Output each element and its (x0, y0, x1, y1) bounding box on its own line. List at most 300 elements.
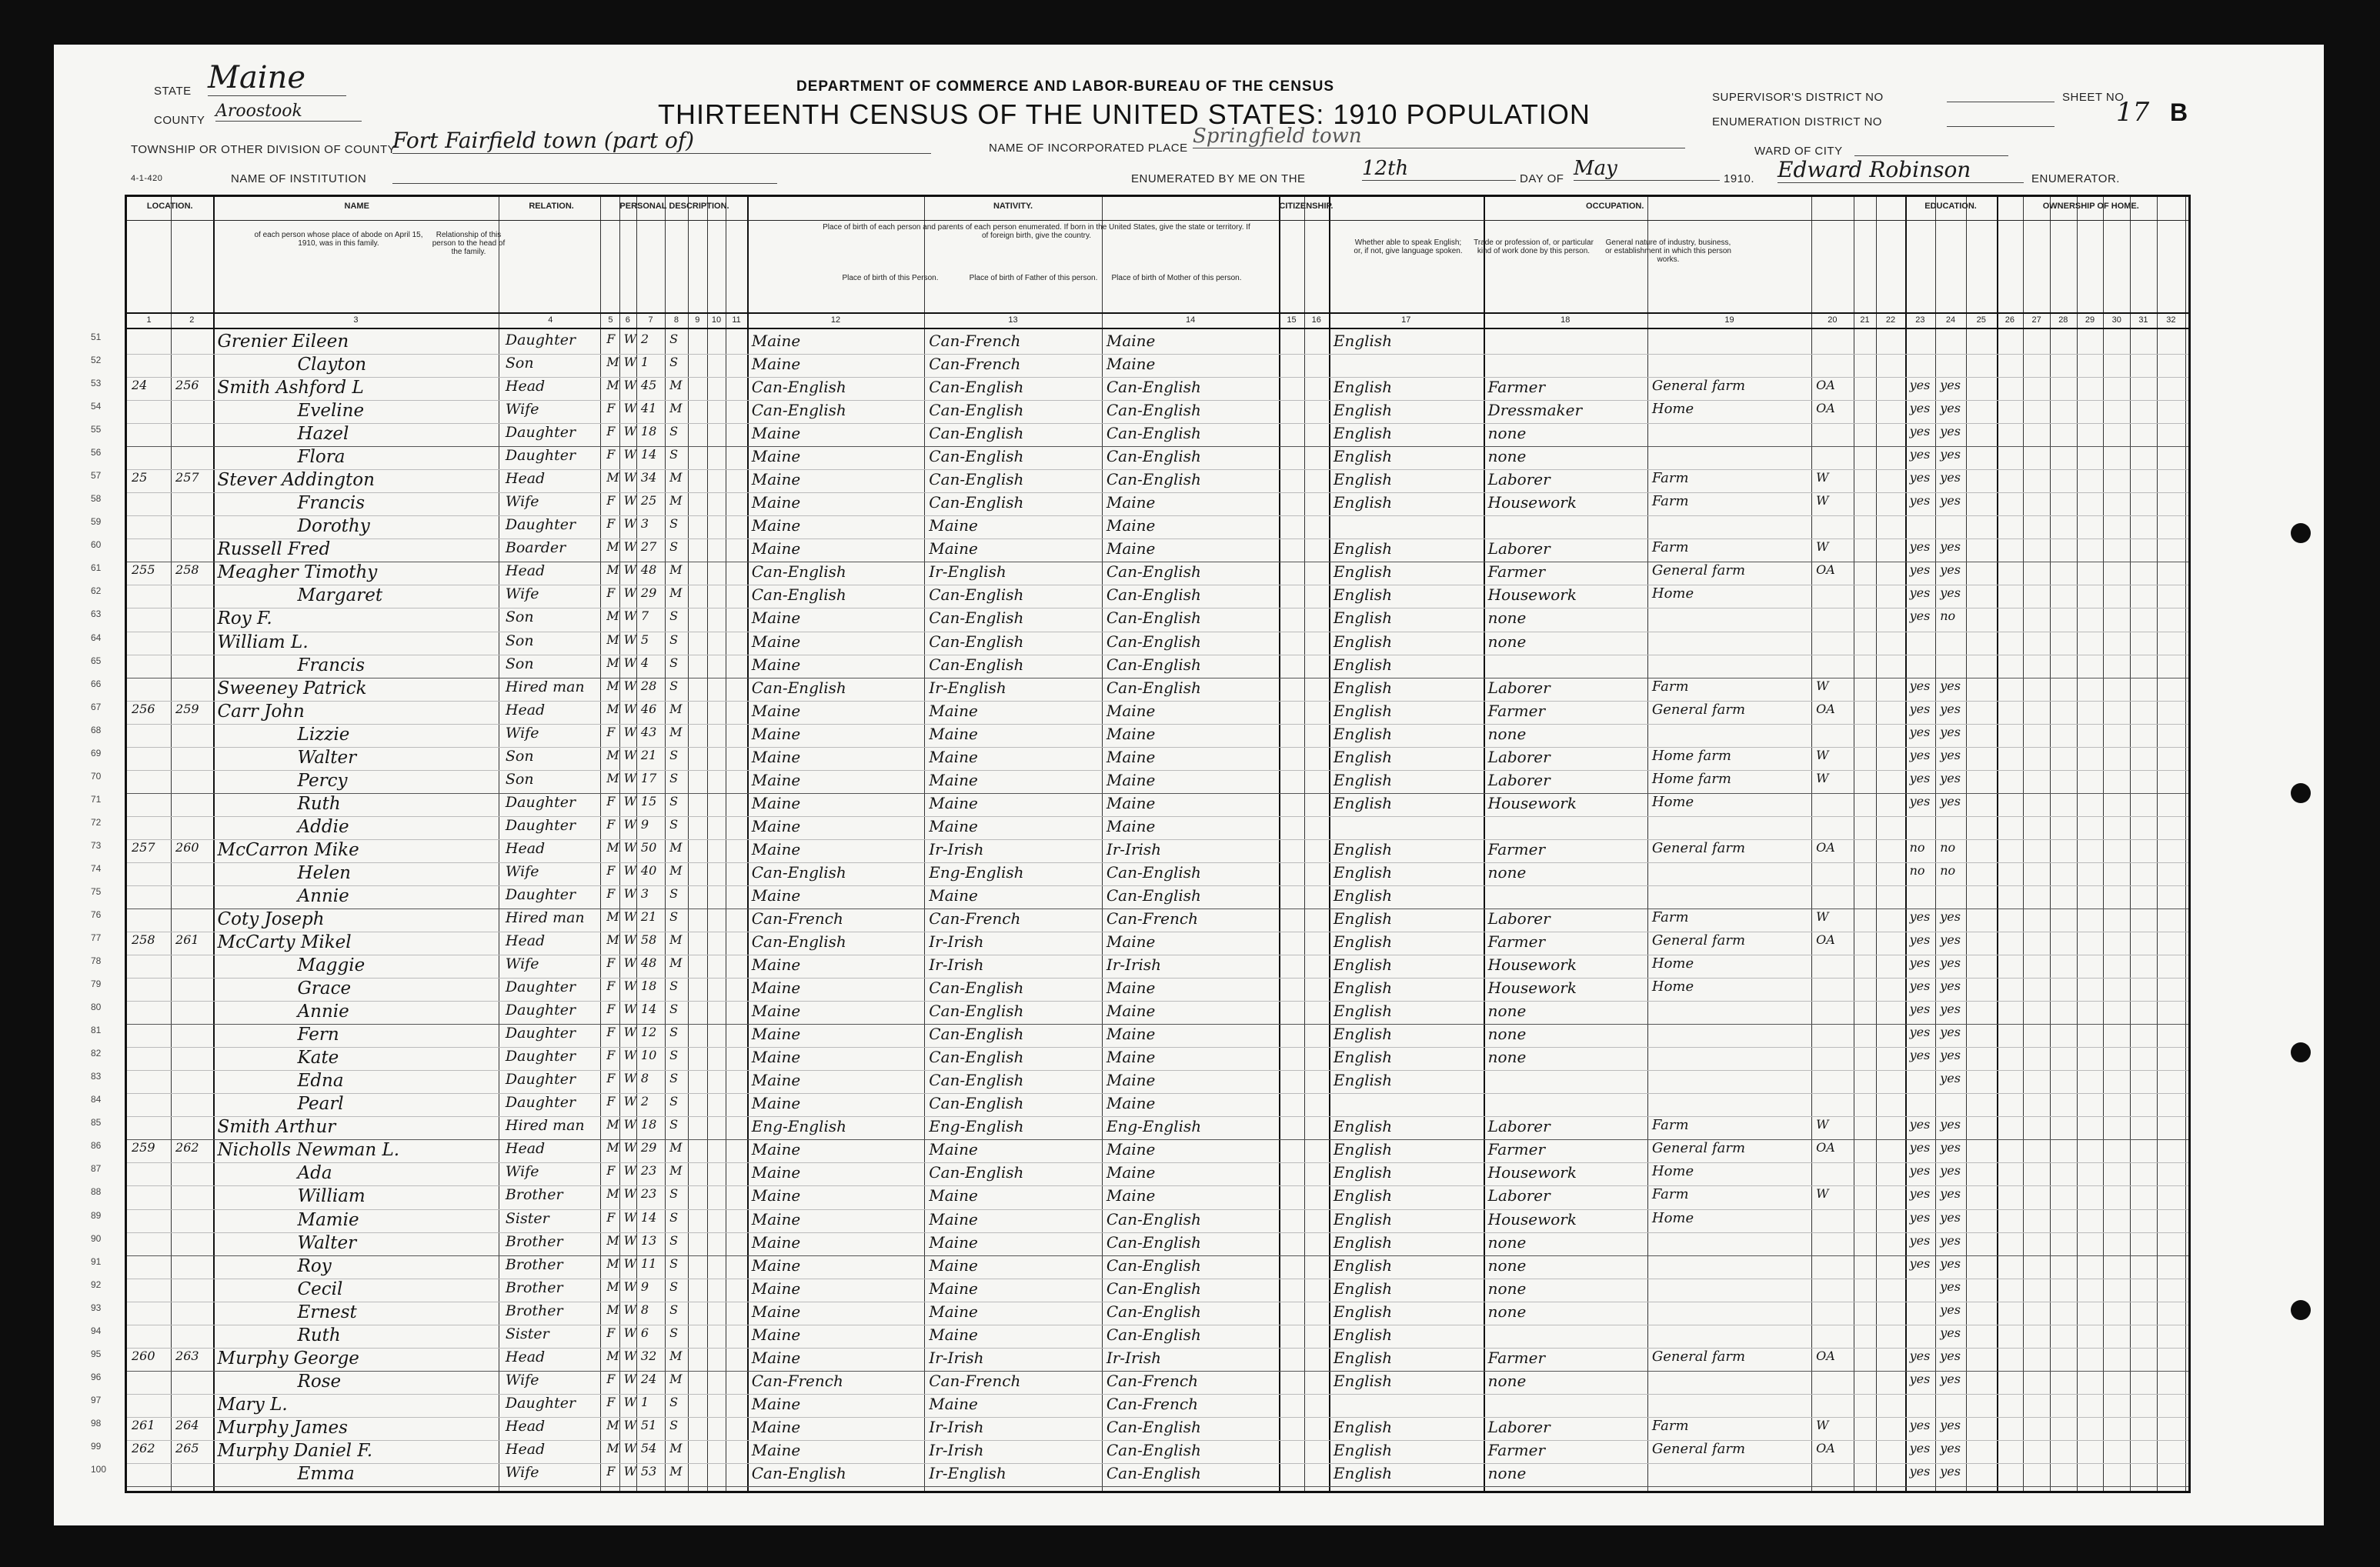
row-number: 90 (91, 1232, 102, 1244)
cell-name: Rose (297, 1371, 342, 1392)
cell-ind: Home (1651, 793, 1694, 810)
cell-father: Maine (929, 1255, 978, 1275)
column-rule (2185, 197, 2186, 1491)
cell-sex: F (606, 1394, 616, 1409)
sheet-letter: B (2170, 98, 2188, 126)
cell-ind: General farm (1651, 378, 1746, 395)
trade-head: Trade or profession of, or particular kind of work done by this person. (1474, 238, 1594, 255)
cell-mother: Ir-Irish (1106, 839, 1162, 859)
cell-trade: none (1487, 1002, 1527, 1021)
cell-sex: M (606, 770, 619, 785)
cell-emp: W (1816, 747, 1829, 762)
cell-lang: English (1333, 608, 1393, 628)
cell-age: 6 (640, 1325, 649, 1340)
cell-mother: Ir-Irish (1106, 1348, 1162, 1367)
row-number: 63 (91, 608, 102, 620)
cell-age: 8 (640, 1302, 649, 1317)
cell-emp: OA (1816, 401, 1835, 416)
cell-race: W (623, 447, 637, 462)
cell-name: Walter (297, 1232, 357, 1253)
cell-age: 15 (640, 793, 657, 809)
cell-rel: Head (505, 562, 546, 580)
cell-age: 2 (640, 332, 649, 346)
cell-mar: S (669, 793, 679, 809)
cell-rel: Daughter (505, 424, 576, 442)
cell-name: Ruth (297, 1325, 341, 1345)
cell-mar: S (669, 1025, 679, 1040)
cell-father: Can-English (929, 632, 1024, 651)
cell-mar: M (669, 562, 683, 578)
row-number: 51 (91, 332, 102, 342)
cell-mother: Maine (1106, 1094, 1156, 1113)
cell-read: yes (1909, 1371, 1931, 1386)
cell-born: Maine (751, 816, 801, 835)
cell-age: 51 (640, 1417, 657, 1432)
cell-dw: 24 (132, 378, 148, 393)
column-number: 20 (1828, 315, 1838, 325)
cell-age: 5 (640, 632, 649, 647)
row-number: 98 (91, 1417, 102, 1429)
cell-father: Maine (929, 1325, 978, 1344)
cell-age: 29 (640, 1140, 657, 1155)
cell-ind: Farm (1651, 1117, 1689, 1134)
cell-trade: Laborer (1487, 470, 1551, 489)
cell-write: yes (1940, 1002, 1961, 1017)
cell-sex: F (606, 885, 616, 901)
cell-ind: Farm (1651, 909, 1689, 925)
cell-lang: English (1333, 1232, 1393, 1252)
cell-age: 45 (640, 378, 657, 393)
cell-father: Ir-Irish (929, 1417, 984, 1436)
cell-trade: Farmer (1487, 378, 1546, 397)
cell-name: Sweeney Patrick (217, 678, 367, 698)
form-number: 4-1-420 (131, 174, 163, 183)
row-number: 56 (91, 447, 102, 458)
cell-mar: S (669, 1255, 679, 1271)
cell-born: Maine (751, 655, 801, 674)
cell-born: Can-English (751, 401, 846, 420)
cell-mar: S (669, 747, 679, 762)
institution-line (392, 183, 777, 184)
cell-read: yes (1909, 932, 1931, 948)
cell-born: Maine (751, 1348, 801, 1367)
cell-name: Fern (297, 1025, 339, 1045)
cell-race: W (623, 585, 637, 601)
cell-race: W (623, 816, 637, 832)
cell-rel: Head (505, 839, 546, 857)
cell-rel: Sister (505, 1325, 549, 1342)
cell-ind: Home (1651, 1163, 1694, 1180)
cell-sex: F (606, 1094, 616, 1109)
cell-age: 23 (640, 1186, 657, 1202)
cell-born: Maine (751, 1163, 801, 1182)
column-rule (1876, 197, 1877, 1491)
cell-sex: F (606, 955, 616, 971)
cell-rel: Brother (505, 1279, 563, 1296)
column-rule (665, 197, 666, 1491)
cell-read: yes (1909, 493, 1931, 508)
cell-mother: Maine (1106, 355, 1156, 374)
cell-age: 9 (640, 1279, 649, 1294)
cell-emp: W (1816, 909, 1829, 924)
column-number: 13 (1008, 315, 1018, 325)
column-number: 25 (1976, 315, 1986, 325)
cell-name: Grenier Eileen (217, 332, 349, 352)
row-number: 66 (91, 678, 102, 689)
cell-lang: English (1333, 862, 1393, 882)
row-number: 57 (91, 470, 102, 482)
row-number: 86 (91, 1140, 102, 1152)
column-rule (1329, 197, 1330, 1491)
binder-hole (2291, 523, 2311, 543)
row-number: 82 (91, 1048, 102, 1059)
cell-mar: S (669, 632, 679, 647)
cell-age: 1 (640, 355, 649, 370)
cell-sex: M (606, 909, 619, 924)
cell-write: yes (1940, 1348, 1961, 1363)
cell-age: 11 (640, 1255, 657, 1271)
census-sheet (54, 45, 2324, 1525)
cell-rel: Wife (505, 1371, 539, 1389)
cell-name: Grace (297, 979, 352, 999)
cell-trade: none (1487, 1255, 1527, 1275)
cell-race: W (623, 1140, 637, 1155)
cell-name: Ernest (297, 1302, 357, 1322)
cell-born: Maine (751, 885, 801, 905)
cell-born: Maine (751, 493, 801, 512)
county-value: Aroostook (215, 102, 362, 122)
enumerator-name: Edward Robinson (1777, 157, 2024, 183)
row-number: 81 (91, 1025, 102, 1036)
cell-lang: English (1333, 1302, 1393, 1321)
cell-mother: Ir-Irish (1106, 955, 1162, 975)
column-number: 27 (2031, 315, 2041, 325)
cell-mother: Maine (1106, 332, 1156, 350)
cell-age: 48 (640, 955, 657, 971)
cell-sex: M (606, 1279, 619, 1294)
cell-mar: M (669, 1463, 683, 1479)
cell-race: W (623, 1117, 637, 1132)
cell-age: 54 (640, 1440, 657, 1455)
row-number: 62 (91, 585, 102, 597)
enumeration-day: 12th (1362, 157, 1516, 181)
cell-race: W (623, 1302, 637, 1317)
cell-race: W (623, 1094, 637, 1109)
section-header: PERSONAL DESCRIPTION. (619, 202, 729, 211)
cell-rel: Wife (505, 955, 539, 973)
cell-sex: M (606, 1232, 619, 1248)
cell-rel: Daughter (505, 1048, 576, 1065)
column-rule (747, 197, 749, 1491)
cell-ind: General farm (1651, 839, 1746, 856)
cell-age: 50 (640, 839, 657, 855)
cell-fam: 262 (175, 1140, 199, 1155)
cell-sex: F (606, 332, 616, 346)
cell-father: Can-French (929, 909, 1021, 928)
cell-father: Can-English (929, 470, 1024, 489)
cell-sex: M (606, 470, 619, 485)
cell-name: Annie (297, 885, 349, 906)
column-rule (688, 197, 689, 1491)
cell-write: yes (1940, 1279, 1961, 1294)
cell-age: 7 (640, 608, 649, 624)
column-rule (1905, 197, 1907, 1491)
cell-born: Maine (751, 1232, 801, 1252)
cell-mar: M (669, 701, 683, 716)
cell-read: yes (1909, 1209, 1931, 1225)
cell-rel: Head (505, 378, 546, 395)
cell-race: W (623, 562, 637, 578)
cell-mar: S (669, 332, 679, 346)
cell-name: William L. (217, 632, 309, 652)
cell-mar: M (669, 1163, 683, 1179)
column-rule (1279, 197, 1280, 1491)
cell-sex: M (606, 1140, 619, 1155)
cell-mar: S (669, 608, 679, 624)
cell-age: 9 (640, 816, 649, 832)
cell-lang: English (1333, 724, 1393, 743)
cell-race: W (623, 1371, 637, 1386)
cell-mar: S (669, 1232, 679, 1248)
cell-emp: OA (1816, 562, 1835, 578)
cell-rel: Brother (505, 1255, 563, 1273)
cell-sex: F (606, 724, 616, 739)
department-heading: DEPARTMENT OF COMMERCE AND LABOR-BUREAU OF THE CENSUS (796, 78, 1334, 95)
cell-trade: Farmer (1487, 1140, 1546, 1159)
cell-sex: M (606, 1302, 619, 1317)
cell-write: yes (1940, 424, 1961, 439)
cell-write: yes (1940, 979, 1961, 994)
cell-race: W (623, 470, 637, 485)
cell-sex: M (606, 839, 619, 855)
cell-name: Carr John (217, 701, 305, 722)
column-number: 24 (1945, 315, 1956, 325)
column-rule (707, 197, 708, 1491)
cell-write: yes (1940, 1025, 1961, 1040)
cell-mother: Maine (1106, 747, 1156, 766)
cell-born: Maine (751, 1279, 801, 1298)
cell-trade: none (1487, 1463, 1527, 1482)
birth-mother-head: Place of birth of Mother of this person. (1111, 274, 1242, 282)
cell-read: yes (1909, 1255, 1931, 1271)
cell-father: Maine (929, 1186, 978, 1205)
cell-ind: Farm (1651, 1417, 1689, 1434)
cell-lang: English (1333, 701, 1393, 720)
cell-born: Maine (751, 1025, 801, 1044)
cell-trade: Housework (1487, 1163, 1577, 1182)
cell-read: yes (1909, 1117, 1931, 1132)
row-rule (127, 1486, 2188, 1487)
cell-race: W (623, 770, 637, 785)
cell-name: Francis (297, 493, 366, 514)
cell-race: W (623, 955, 637, 971)
cell-lang: English (1333, 1048, 1393, 1067)
cell-ind: Home (1651, 1209, 1694, 1226)
cell-lang: English (1333, 1463, 1393, 1482)
cell-sex: F (606, 979, 616, 994)
column-number: 19 (1724, 315, 1734, 325)
cell-race: W (623, 909, 637, 924)
cell-father: Can-French (929, 1371, 1021, 1390)
cell-lang: English (1333, 932, 1393, 952)
cell-mar: S (669, 539, 679, 555)
township-value: Fort Fairfield town (part of) (392, 128, 931, 154)
cell-sex: F (606, 447, 616, 462)
cell-rel: Wife (505, 1463, 539, 1481)
row-number: 55 (91, 424, 102, 435)
cell-write: no (1940, 608, 1956, 624)
cell-name: Murphy George (217, 1348, 359, 1369)
column-rule (924, 197, 925, 1491)
cell-rel: Son (505, 632, 534, 649)
year-label: 1910. (1724, 172, 1755, 185)
cell-sex: M (606, 608, 619, 624)
cell-father: Maine (929, 701, 978, 720)
cell-sex: M (606, 932, 619, 948)
cell-born: Maine (751, 839, 801, 859)
cell-read: yes (1909, 585, 1931, 601)
row-number: 93 (91, 1302, 102, 1313)
cell-write: yes (1940, 955, 1961, 971)
cell-sex: F (606, 1463, 616, 1479)
cell-age: 32 (640, 1348, 657, 1363)
cell-trade: none (1487, 424, 1527, 443)
cell-mar: S (669, 1002, 679, 1017)
cell-mar: M (669, 1440, 683, 1455)
cell-emp: W (1816, 678, 1829, 693)
cell-father: Can-English (929, 1094, 1024, 1113)
cell-father: Can-English (929, 1025, 1024, 1044)
cell-mar: S (669, 1048, 679, 1063)
cell-ind: Farm (1651, 470, 1689, 487)
cell-rel: Wife (505, 724, 539, 742)
cell-mar: M (669, 862, 683, 878)
cell-lang: English (1333, 1025, 1393, 1044)
cell-mar: S (669, 816, 679, 832)
cell-sex: F (606, 585, 616, 601)
cell-race: W (623, 632, 637, 647)
cell-ind: Farm (1651, 1186, 1689, 1203)
cell-name: Francis (297, 655, 366, 675)
row-number: 77 (91, 932, 102, 944)
cell-rel: Head (505, 1440, 546, 1458)
cell-name: Pearl (297, 1094, 344, 1115)
cell-mar: S (669, 355, 679, 370)
cell-write: yes (1940, 401, 1961, 416)
cell-lang: English (1333, 332, 1393, 350)
cell-sex: F (606, 1048, 616, 1063)
cell-emp: OA (1816, 378, 1835, 393)
cell-age: 4 (640, 655, 649, 670)
cell-father: Maine (929, 1232, 978, 1252)
cell-father: Can-English (929, 1048, 1024, 1067)
cell-mar: M (669, 932, 683, 948)
cell-name: Coty Joseph (217, 909, 325, 929)
cell-sex: F (606, 401, 616, 416)
cell-race: W (623, 1255, 637, 1271)
cell-write: yes (1940, 1209, 1961, 1225)
county-label: COUNTY (154, 114, 205, 127)
cell-mar: S (669, 447, 679, 462)
cell-rel: Wife (505, 401, 539, 418)
cell-lang: English (1333, 979, 1393, 998)
cell-born: Maine (751, 747, 801, 766)
cell-sex: F (606, 862, 616, 878)
cell-born: Maine (751, 424, 801, 443)
cell-write: yes (1940, 562, 1961, 578)
cell-age: 34 (640, 470, 657, 485)
cell-lang: English (1333, 839, 1393, 859)
cell-emp: W (1816, 1186, 1829, 1202)
row-number: 75 (91, 885, 102, 897)
cell-name: Ada (297, 1163, 332, 1184)
cell-age: 2 (640, 1094, 649, 1109)
cell-rel: Daughter (505, 979, 576, 996)
cell-sex: M (606, 562, 619, 578)
cell-lang: English (1333, 770, 1393, 789)
cell-read: yes (1909, 378, 1931, 393)
row-number: 85 (91, 1117, 102, 1129)
cell-read: yes (1909, 1025, 1931, 1040)
cell-race: W (623, 1209, 637, 1225)
cell-trade: Housework (1487, 793, 1577, 812)
cell-name: Mamie (297, 1209, 359, 1230)
row-number: 58 (91, 493, 102, 505)
cell-name: Clayton (297, 355, 367, 375)
cell-lang: English (1333, 955, 1393, 975)
cell-emp: W (1816, 770, 1829, 785)
cell-write: yes (1940, 1186, 1961, 1202)
cell-mother: Can-English (1106, 1325, 1201, 1344)
row-number: 94 (91, 1325, 102, 1336)
binder-hole (2291, 783, 2311, 803)
ward-label: WARD OF CITY (1754, 145, 1843, 158)
cell-mother: Can-English (1106, 678, 1201, 697)
enumeration-month: May (1574, 157, 1720, 181)
cell-dw: 261 (132, 1417, 155, 1432)
cell-name: Nicholls Newman L. (217, 1140, 400, 1161)
cell-name: Dorothy (297, 516, 370, 537)
cell-emp: OA (1816, 839, 1835, 855)
cell-name: William (297, 1186, 366, 1207)
cell-father: Can-English (929, 493, 1024, 512)
cell-race: W (623, 1071, 637, 1086)
cell-write: yes (1940, 1117, 1961, 1132)
cell-mother: Can-English (1106, 424, 1201, 443)
industry-head: General nature of industry, business, or establishment in which this person works. (1605, 238, 1731, 264)
column-number: 26 (2004, 315, 2015, 325)
cell-lang: English (1333, 1140, 1393, 1159)
cell-father: Maine (929, 885, 978, 905)
cell-trade: Laborer (1487, 770, 1551, 789)
day-of-label: DAY OF (1520, 172, 1564, 185)
cell-trade: none (1487, 724, 1527, 743)
cell-born: Can-English (751, 562, 846, 582)
cell-write: yes (1940, 447, 1961, 462)
cell-father: Can-French (929, 355, 1021, 374)
cell-sex: F (606, 1209, 616, 1225)
language-head: Whether able to speak English; or, if not, give language spoken. (1354, 238, 1463, 255)
cell-read: yes (1909, 1140, 1931, 1155)
cell-race: W (623, 747, 637, 762)
cell-read: yes (1909, 562, 1931, 578)
cell-born: Maine (751, 1394, 801, 1413)
cell-born: Maine (751, 1048, 801, 1067)
cell-mother: Can-English (1106, 447, 1201, 466)
row-number: 72 (91, 816, 102, 828)
cell-race: W (623, 1348, 637, 1363)
row-number: 97 (91, 1394, 102, 1405)
